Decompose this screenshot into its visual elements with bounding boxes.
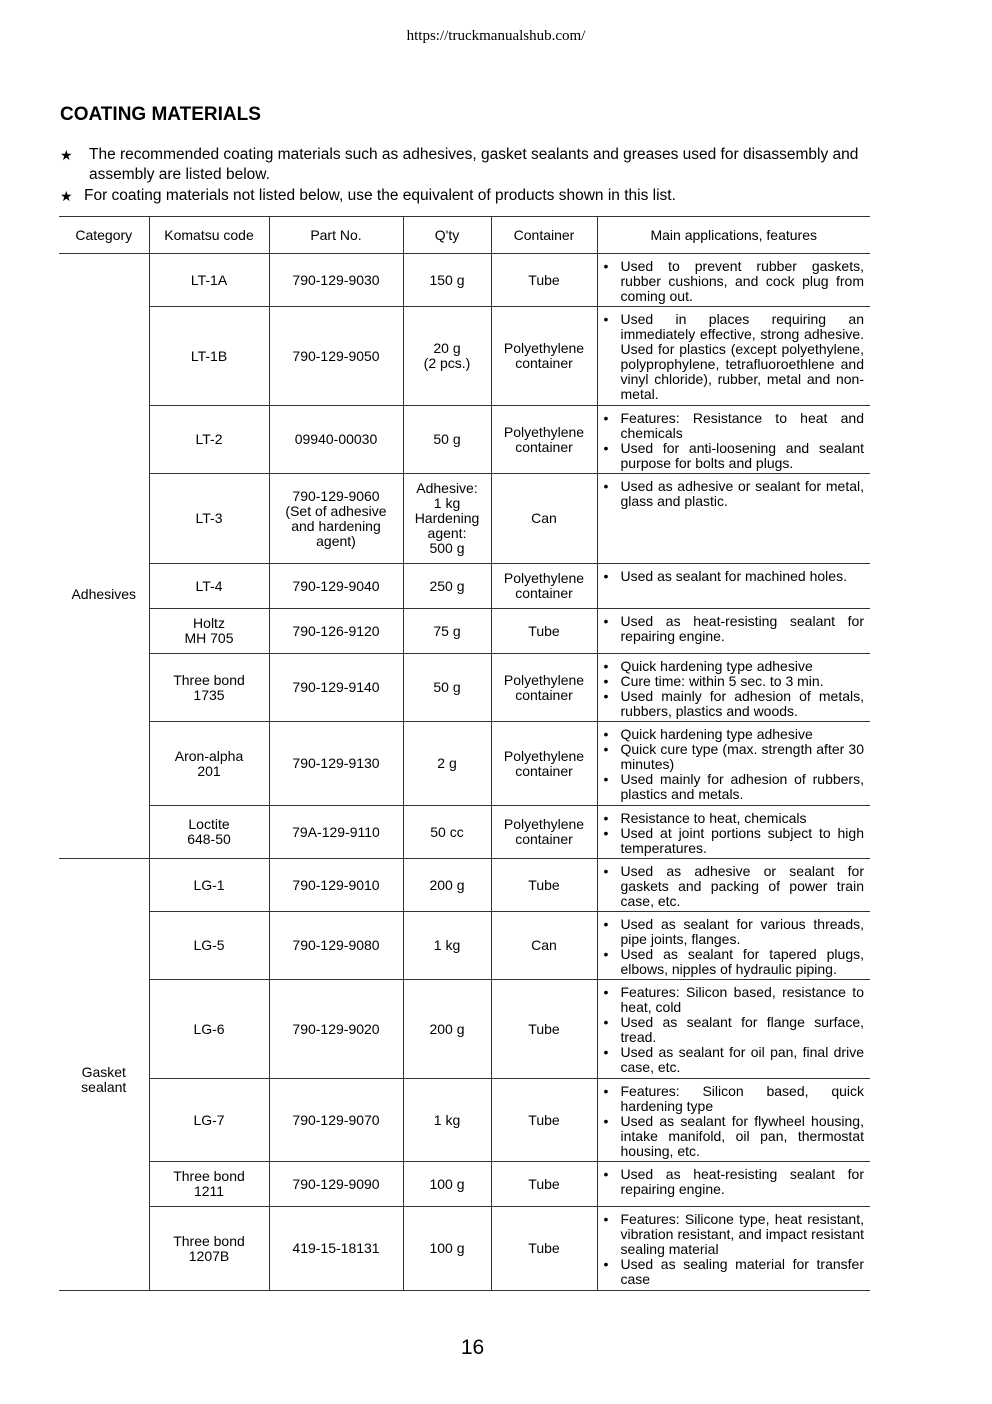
container-cell: Tube <box>491 859 597 912</box>
star-icon: ★ <box>60 147 73 163</box>
table-row <box>59 654 870 722</box>
feature-item: • Used to prevent rubber gaskets, rubber cushions, and cock plug from coming out. <box>604 259 865 304</box>
feature-item: • Used as sealant for flange surface, tread. <box>604 1015 865 1045</box>
qty-cell: 1 kg <box>403 912 491 980</box>
table-header-row <box>59 217 870 254</box>
qty-cell: 50 g <box>403 654 491 722</box>
features-list <box>604 864 865 909</box>
feature-item: • Used for anti-loosening and sealant purpose for bolts and plugs. <box>604 441 865 471</box>
feature-item: • Used as sealant for machined holes. <box>604 569 865 584</box>
features-cell <box>597 654 870 722</box>
komatsu-code-cell: LG-1 <box>149 859 269 912</box>
features-list <box>604 985 865 1075</box>
feature-item: • Features: Silicon based, quick hardening type <box>604 1084 865 1114</box>
features-cell <box>597 1207 870 1291</box>
qty-cell: 2 g <box>403 722 491 806</box>
page-title: COATING MATERIALS <box>60 104 261 125</box>
table-row <box>59 254 870 307</box>
note-item <box>60 145 875 185</box>
table-row <box>59 1162 870 1207</box>
qty-cell: 1 kg <box>403 1079 491 1162</box>
feature-item: • Quick hardening type adhesive <box>604 659 865 674</box>
container-cell: Polyethylene container <box>491 406 597 474</box>
feature-item: • Used as sealing material for transfer case <box>604 1257 865 1287</box>
feature-item: • Used as sealant for various threads, pipe joints, flanges. <box>604 917 865 947</box>
container-cell: Polyethylene container <box>491 564 597 609</box>
page-number: 16 <box>460 1336 485 1359</box>
feature-item: • Used as sealant for oil pan, final drive case, etc. <box>604 1045 865 1075</box>
feature-item: • Used at joint portions subject to high temperatures. <box>604 826 865 856</box>
part-no-cell: 790-129-9090 <box>269 1162 403 1207</box>
qty-cell: 150 g <box>403 254 491 307</box>
qty-cell: 200 g <box>403 980 491 1079</box>
komatsu-code-cell: LT-2 <box>149 406 269 474</box>
part-no-cell: 790-129-9040 <box>269 564 403 609</box>
qty-cell: Adhesive: 1 kg Hardening agent: 500 g <box>403 474 491 564</box>
feature-item: • Used as sealant for tapered plugs, elbows, nipples of hydraulic piping. <box>604 947 865 977</box>
features-cell <box>597 980 870 1079</box>
part-no-cell: 790-129-9010 <box>269 859 403 912</box>
header-main-applications: Main applications, features <box>597 217 870 254</box>
features-list <box>604 312 865 402</box>
komatsu-code-cell: LG-5 <box>149 912 269 980</box>
komatsu-code-cell: Loctite 648-50 <box>149 806 269 859</box>
container-cell: Tube <box>491 1079 597 1162</box>
part-no-cell: 790-129-9130 <box>269 722 403 806</box>
feature-item: • Quick hardening type adhesive <box>604 727 865 742</box>
features-cell <box>597 1162 870 1207</box>
part-no-cell: 790-129-9030 <box>269 254 403 307</box>
note-text: The recommended coating materials such as adhesives, gasket sealants and greases used for disassembly and assembly are listed below. <box>89 146 859 183</box>
features-list <box>604 411 865 471</box>
features-cell <box>597 307 870 406</box>
star-icon: ★ <box>60 188 73 204</box>
part-no-cell: 790-129-9080 <box>269 912 403 980</box>
komatsu-code-cell: Three bond 1207B <box>149 1207 269 1291</box>
table-row <box>59 1079 870 1162</box>
table-row <box>59 307 870 406</box>
container-cell: Polyethylene container <box>491 806 597 859</box>
table-body <box>59 254 870 1291</box>
table-row <box>59 806 870 859</box>
container-cell: Tube <box>491 1162 597 1207</box>
features-list <box>604 727 865 802</box>
feature-item: • Used as adhesive or sealant for gaskets and packing of power train case, etc. <box>604 864 865 909</box>
qty-cell: 75 g <box>403 609 491 654</box>
feature-item: • Features: Silicone type, heat resistant, vibration resistant, and impact resistant sealing material <box>604 1212 865 1257</box>
table-row <box>59 912 870 980</box>
table-row <box>59 1207 870 1291</box>
header-url: https://truckmanualshub.com/ <box>406 28 586 44</box>
container-cell: Tube <box>491 1207 597 1291</box>
komatsu-code-cell: LT-3 <box>149 474 269 564</box>
features-cell <box>597 806 870 859</box>
feature-item: • Features: Resistance to heat and chemicals <box>604 411 865 441</box>
feature-item: • Cure time: within 5 sec. to 3 min. <box>604 674 865 689</box>
qty-cell: 20 g (2 pcs.) <box>403 307 491 406</box>
part-no-cell: 790-129-9050 <box>269 307 403 406</box>
table-row <box>59 609 870 654</box>
coating-materials-table <box>59 216 870 1291</box>
intro-notes <box>60 145 875 207</box>
komatsu-code-cell: Three bond 1211 <box>149 1162 269 1207</box>
header-komatsu-code: Komatsu code <box>149 217 269 254</box>
features-list <box>604 569 865 584</box>
table-row <box>59 980 870 1079</box>
features-list <box>604 614 865 644</box>
part-no-cell: 790-129-9140 <box>269 654 403 722</box>
features-cell <box>597 254 870 307</box>
komatsu-code-cell: LT-1B <box>149 307 269 406</box>
features-cell <box>597 859 870 912</box>
features-list <box>604 1212 865 1287</box>
header-container: Container <box>491 217 597 254</box>
features-list <box>604 811 865 856</box>
part-no-cell: 790-129-9060 (Set of adhesive and hardening agent) <box>269 474 403 564</box>
container-cell: Polyethylene container <box>491 722 597 806</box>
features-list <box>604 1167 865 1197</box>
features-list <box>604 1084 865 1159</box>
part-no-cell: 790-129-9020 <box>269 980 403 1079</box>
komatsu-code-cell: Holtz MH 705 <box>149 609 269 654</box>
note-text: For coating materials not listed below, use the equivalent of products shown in this list. <box>84 187 676 204</box>
komatsu-code-cell: LT-1A <box>149 254 269 307</box>
qty-cell: 100 g <box>403 1207 491 1291</box>
part-no-cell: 419-15-18131 <box>269 1207 403 1291</box>
feature-item: • Used as heat-resisting sealant for repairing engine. <box>604 1167 865 1197</box>
feature-item: • Used as heat-resisting sealant for repairing engine. <box>604 614 865 644</box>
header-qty: Q'ty <box>403 217 491 254</box>
table-row <box>59 474 870 564</box>
features-cell <box>597 609 870 654</box>
part-no-cell: 790-126-9120 <box>269 609 403 654</box>
part-no-cell: 09940-00030 <box>269 406 403 474</box>
container-cell: Polyethylene container <box>491 307 597 406</box>
qty-cell: 250 g <box>403 564 491 609</box>
features-cell <box>597 564 870 609</box>
feature-item: • Used mainly for adhesion of metals, rubbers, plastics and woods. <box>604 689 865 719</box>
feature-item: • Resistance to heat, chemicals <box>604 811 865 826</box>
qty-cell: 50 g <box>403 406 491 474</box>
feature-item: • Used as adhesive or sealant for metal, glass and plastic. <box>604 479 865 509</box>
komatsu-code-cell: LG-7 <box>149 1079 269 1162</box>
komatsu-code-cell: Three bond 1735 <box>149 654 269 722</box>
feature-item: • Used in places requiring an immediately effective, strong adhesive. Used for plastics (except polyethylene, polyprophylene, tetrafluoroethlene and vinyl chloride), rubber, metal and non-metal. <box>604 312 865 402</box>
qty-cell: 200 g <box>403 859 491 912</box>
komatsu-code-cell: LT-4 <box>149 564 269 609</box>
qty-cell: 100 g <box>403 1162 491 1207</box>
feature-item: • Quick cure type (max. strength after 30 minutes) <box>604 742 865 772</box>
container-cell: Can <box>491 912 597 980</box>
header-part-no: Part No. <box>269 217 403 254</box>
feature-item: • Features: Silicon based, resistance to heat, cold <box>604 985 865 1015</box>
part-no-cell: 79A-129-9110 <box>269 806 403 859</box>
category-cell: Adhesives <box>59 254 149 859</box>
features-list <box>604 259 865 304</box>
table-row <box>59 859 870 912</box>
features-list <box>604 917 865 977</box>
komatsu-code-cell: Aron-alpha 201 <box>149 722 269 806</box>
note-item <box>60 186 875 206</box>
feature-item: • Used mainly for adhesion of rubbers, plastics and metals. <box>604 772 865 802</box>
features-cell <box>597 1079 870 1162</box>
feature-item: • Used as sealant for flywheel housing, intake manifold, oil pan, thermostat housing, etc. <box>604 1114 865 1159</box>
table-row <box>59 564 870 609</box>
container-cell: Tube <box>491 980 597 1079</box>
features-list <box>604 479 865 509</box>
features-cell <box>597 912 870 980</box>
komatsu-code-cell: LG-6 <box>149 980 269 1079</box>
features-list <box>604 659 865 719</box>
container-cell: Can <box>491 474 597 564</box>
part-no-cell: 790-129-9070 <box>269 1079 403 1162</box>
table-row <box>59 722 870 806</box>
category-cell: Gasket sealant <box>59 859 149 1291</box>
table-row <box>59 406 870 474</box>
features-cell <box>597 406 870 474</box>
features-cell <box>597 722 870 806</box>
container-cell: Tube <box>491 254 597 307</box>
qty-cell: 50 cc <box>403 806 491 859</box>
features-cell <box>597 474 870 564</box>
header-category: Category <box>59 217 149 254</box>
container-cell: Tube <box>491 609 597 654</box>
container-cell: Polyethylene container <box>491 654 597 722</box>
